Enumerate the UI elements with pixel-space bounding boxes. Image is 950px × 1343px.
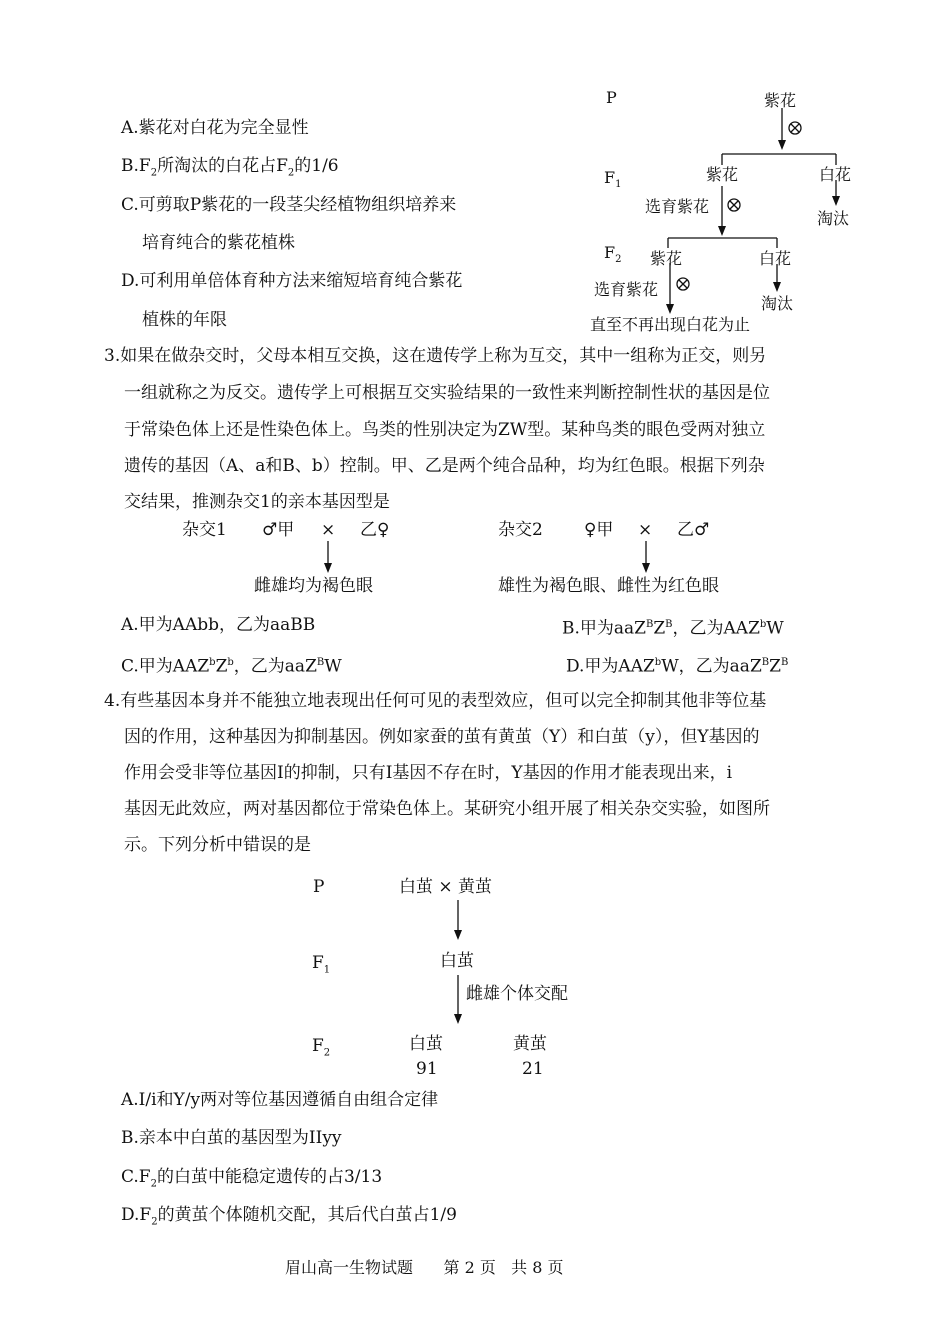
q4-f1-white: 白茧 — [440, 951, 474, 971]
q2-f2-eliminate: 淘汰 — [761, 294, 794, 313]
q2-label-p: P — [606, 88, 617, 107]
q2-p-purple: 紫花 — [764, 91, 797, 110]
q3-cross2-result: 雄性为褐色眼、雌性为红色眼 — [498, 576, 719, 596]
q4-option-d: $D.F_2$的黄茧个体随机交配，其后代白茧占1/9 — [121, 1205, 457, 1228]
q2-option-a: A.紫花对白花为完全显性 — [121, 118, 309, 138]
q4-stem-line-3: 作用会受非等位基因I的抑制，只有I基因不存在时，Y基因的作用才能表现出来，i — [124, 763, 733, 783]
q4-f2-yellow: 黄茧 — [513, 1034, 547, 1054]
q4-f2-white-count: 91 — [416, 1059, 438, 1079]
q3-cross2-p1: ♀甲 — [584, 520, 614, 540]
q3-cross2-label: 杂交2 — [498, 520, 543, 540]
q4-option-c: $C.F_2$的白茧中能稳定遗传的占3/13 — [121, 1167, 383, 1190]
q4-option-b: B.亲本中白茧的基因型为IIyy — [121, 1128, 342, 1148]
q2-f1-white: 白花 — [819, 165, 852, 184]
q2-f1-purple: 紫花 — [706, 165, 739, 184]
q3-stem-line-3: 于常染色体上还是性染色体上。鸟类的性别决定为ZW型。某种鸟类的眼色受两对独立 — [124, 420, 766, 440]
q4-option-a: A.I/i和Y/y两对等位基因遵循自由组合定律 — [121, 1090, 439, 1110]
q4-stem-line-5: 示。下列分析中错误的是 — [124, 835, 311, 855]
q4-f2-yellow-count: 21 — [522, 1059, 544, 1079]
q4-f2-white: 白茧 — [409, 1034, 443, 1054]
page-footer: 眉山高一生物试题 第 2 页 共 8 页 — [285, 1258, 564, 1277]
q3-cross1-label: 杂交1 — [182, 520, 227, 540]
q3-option-d: D.甲为AAZ$^b$W，乙为$aaZ^BZ^B$ — [566, 656, 789, 677]
q3-stem-line-2: 一组就称之为反交。遗传学上可根据互交实验结果的一致性来判断控制性状的基因是位 — [124, 383, 770, 403]
q2-option-b: $B.F_2$所淘汰的白花占$F_2$的1/6 — [121, 156, 339, 179]
q3-stem-line-5: 交结果，推测杂交1的亲本基因型是 — [124, 492, 390, 512]
q4-mating: 雌雄个体交配 — [466, 984, 568, 1004]
q3-cross1-p2: 乙♀ — [360, 520, 390, 540]
q3-cross1-x: × — [321, 520, 336, 540]
q2-option-c-cont: 培育纯合的紫花植株 — [142, 233, 295, 253]
q4-stem-line-4: 基因无此效应，两对基因都位于常染色体上。某研究小组开展了相关杂交实验，如图所 — [124, 799, 770, 819]
q3-option-a: A.甲为AAbb，乙为aaBB — [121, 615, 316, 635]
q3-stem-line-1: 3.如果在做杂交时，父母本相互交换，这在遗传学上称为互交，其中一组称为正交，则另 — [104, 346, 767, 366]
q4-stem-line-2: 因的作用，这种基因为抑制基因。例如家蚕的茧有黄茧（Y）和白茧（y），但Y基因的 — [124, 727, 760, 747]
q2-f1-eliminate: 淘汰 — [817, 209, 850, 228]
q2-option-d-cont: 植株的年限 — [142, 310, 227, 330]
q4-label-p: P — [313, 877, 325, 897]
q3-cross2-p2: 乙♂ — [677, 520, 710, 540]
q2-f1-select: 选育紫花 — [645, 197, 710, 216]
q2-label-f2: $F_2$ — [604, 243, 622, 266]
q2-f2-purple: 紫花 — [650, 249, 683, 268]
q2-label-f1: $F_1$ — [604, 168, 622, 191]
q4-label-f2: $F_2$ — [312, 1036, 331, 1059]
q3-cross1-result: 雌雄均为褐色眼 — [254, 576, 373, 596]
q3-cross1-p1: ♂甲 — [262, 520, 295, 540]
q2-option-c: C.可剪取P紫花的一段茎尖经植物组织培养来 — [121, 195, 457, 215]
q2-f2-white: 白花 — [759, 249, 792, 268]
q4-stem-line-1: 4.有些基因本身并不能独立地表现出任何可见的表型效应，但可以完全抑制其他非等位基 — [104, 691, 767, 711]
q2-option-d: D.可利用单倍体育种方法来缩短培育纯合紫花 — [121, 271, 463, 291]
q2-until: 直至不再出现白花为止 — [590, 315, 751, 334]
q3-stem-line-4: 遗传的基因（A、a和B、b）控制。甲、乙是两个纯合品种，均为红色眼。根据下列杂 — [124, 456, 765, 476]
q2-f2-select: 选育紫花 — [594, 280, 659, 299]
q4-p-cross: 白茧 × 黄茧 — [399, 877, 493, 897]
q4-label-f1: $F_1$ — [312, 953, 331, 976]
q3-option-b: B.甲为$aaZ^BZ^B$，乙为AAZ$^b$W — [562, 618, 784, 639]
q3-cross2-x: × — [638, 520, 653, 540]
q3-option-c: C.甲为$AAZ^bZ^b$，乙为aaZ$^B$W — [121, 656, 342, 677]
